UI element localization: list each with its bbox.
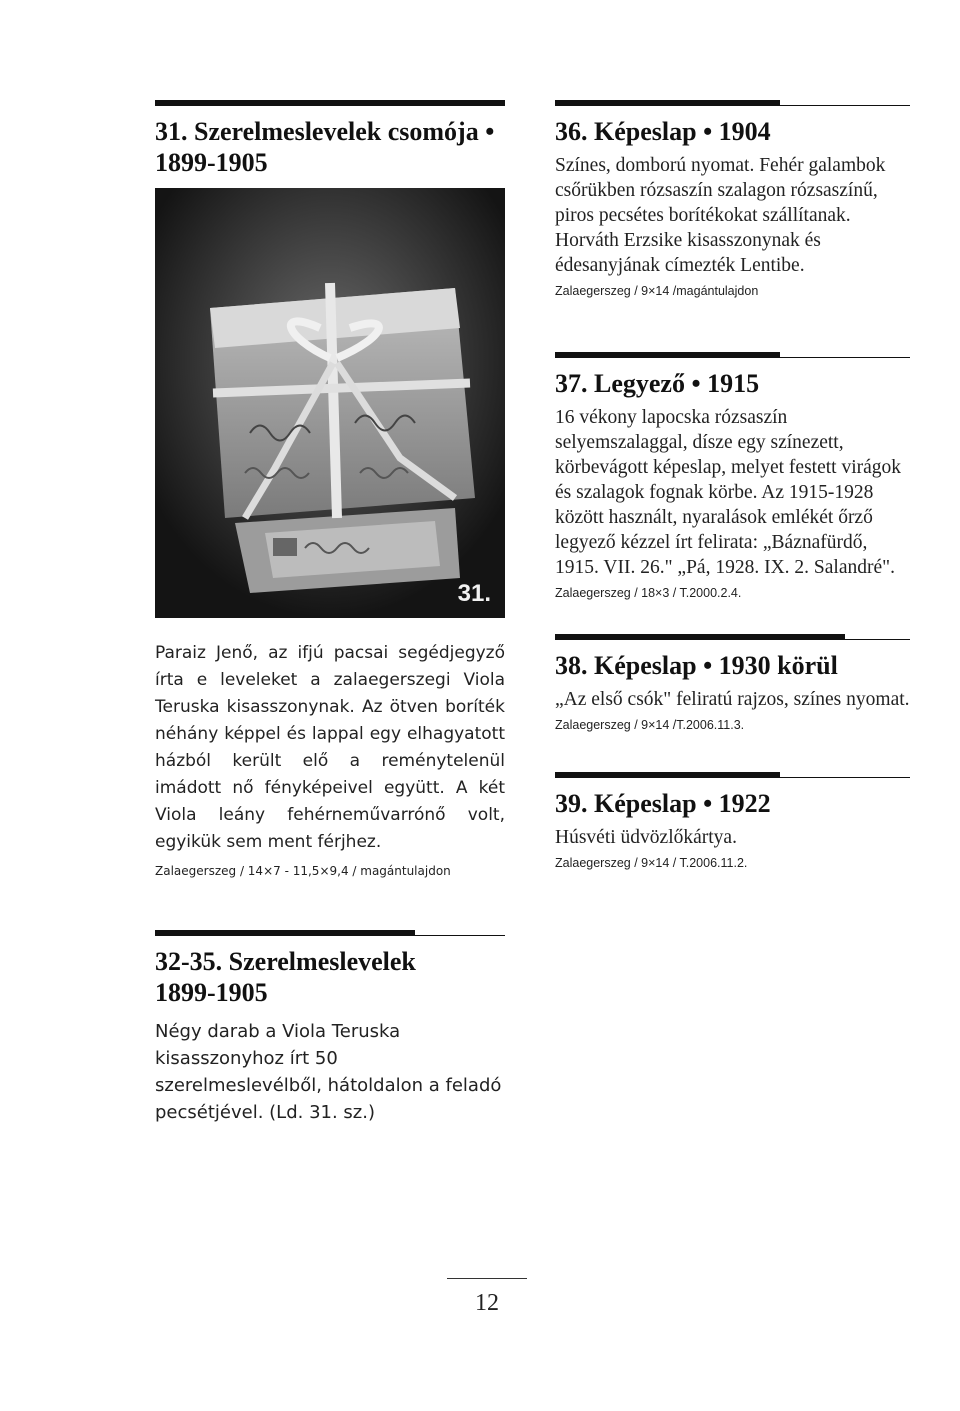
right-column — [555, 100, 910, 872]
entry-31-title: 31. Szerelmeslevelek csomója • 1899-1905 — [155, 117, 495, 177]
section-rule — [155, 100, 505, 106]
entry-31-meta: Zalaegerszeg / 14×7 - 11,5×9,4 / magántulajdon — [155, 864, 451, 878]
photo-letters-bundle-image — [155, 188, 505, 618]
section-rule — [155, 930, 505, 936]
entry-38-title: 38. Képeslap • 1930 körül — [555, 651, 838, 680]
page-number: 12 — [475, 1290, 499, 1316]
entry-39-meta: Zalaegerszeg / 9×14 / T.2006.11.2. — [555, 856, 748, 870]
entry-32-title-line2: 1899-1905 — [155, 978, 268, 1007]
section-rule — [555, 100, 910, 106]
photo-label: 31. — [457, 580, 491, 607]
photo-letters-bundle — [155, 188, 505, 618]
left-column — [155, 100, 505, 1126]
page-number-rule — [447, 1278, 527, 1279]
section-rule — [555, 772, 910, 778]
entry-36-title: 36. Képeslap • 1904 — [555, 117, 771, 146]
section-rule — [555, 634, 910, 640]
entry-37-meta: Zalaegerszeg / 18×3 / T.2000.2.4. — [555, 586, 742, 600]
entry-32-text: Négy darab a Viola Teruska kisasszonyhoz írt 50 szerelmeslevélből, hátoldalon a feladó pecsétjével. (Ld. 31. sz.) — [155, 1021, 502, 1123]
entry-37-text: 16 vékony lapocska rózsaszín selyemszalaggal, dísze egy színezett, körbevágott képeslap, melyet festett virágok és szalagok fognak körbe. Az 1915-1928 között használt, nyaralások emlékét őrző legyező kézzel írt felirata: „Báznafürdő, 1915. VII. 26." „Pá, 1928. IX. 2. Salandré". — [555, 407, 902, 578]
entry-39-text: Húsvéti üdvözlőkártya. — [555, 827, 737, 848]
entry-36-meta: Zalaegerszeg / 9×14 /magántulajdon — [555, 284, 759, 298]
entry-39-title: 39. Képeslap • 1922 — [555, 789, 771, 818]
section-rule — [555, 352, 910, 358]
entry-31-text: Paraiz Jenő, az ifjú pacsai segédjegyző írta e leveleket a zalaegerszegi Viola Teruska kisasszonynak. Az ötven boríték néhány képpel és lappal egy elhagyatott házból került elő a reménytelenül imádott nő fényképeivel együtt. A két Viola leány fehérneművarrónő volt, egyikük sem ment férjhez. — [155, 643, 505, 852]
entry-38-meta: Zalaegerszeg / 9×14 /T.2006.11.3. — [555, 718, 745, 732]
entry-37-title: 37. Legyező • 1915 — [555, 369, 760, 398]
entry-32-title-line1: 32-35. Szerelmeslevelek — [155, 947, 416, 976]
entry-36-text: Színes, domború nyomat. Fehér galambok csőrükben rózsaszín szalagon rózsaszínű, piros pecsétes borítékokat szállítanak. Horváth Erzsike kisasszonynak és édesanyjának címezték Lentibe. — [555, 155, 886, 276]
entry-38-text: „Az első csók" feliratú rajzos, színes nyomat. — [555, 689, 910, 710]
